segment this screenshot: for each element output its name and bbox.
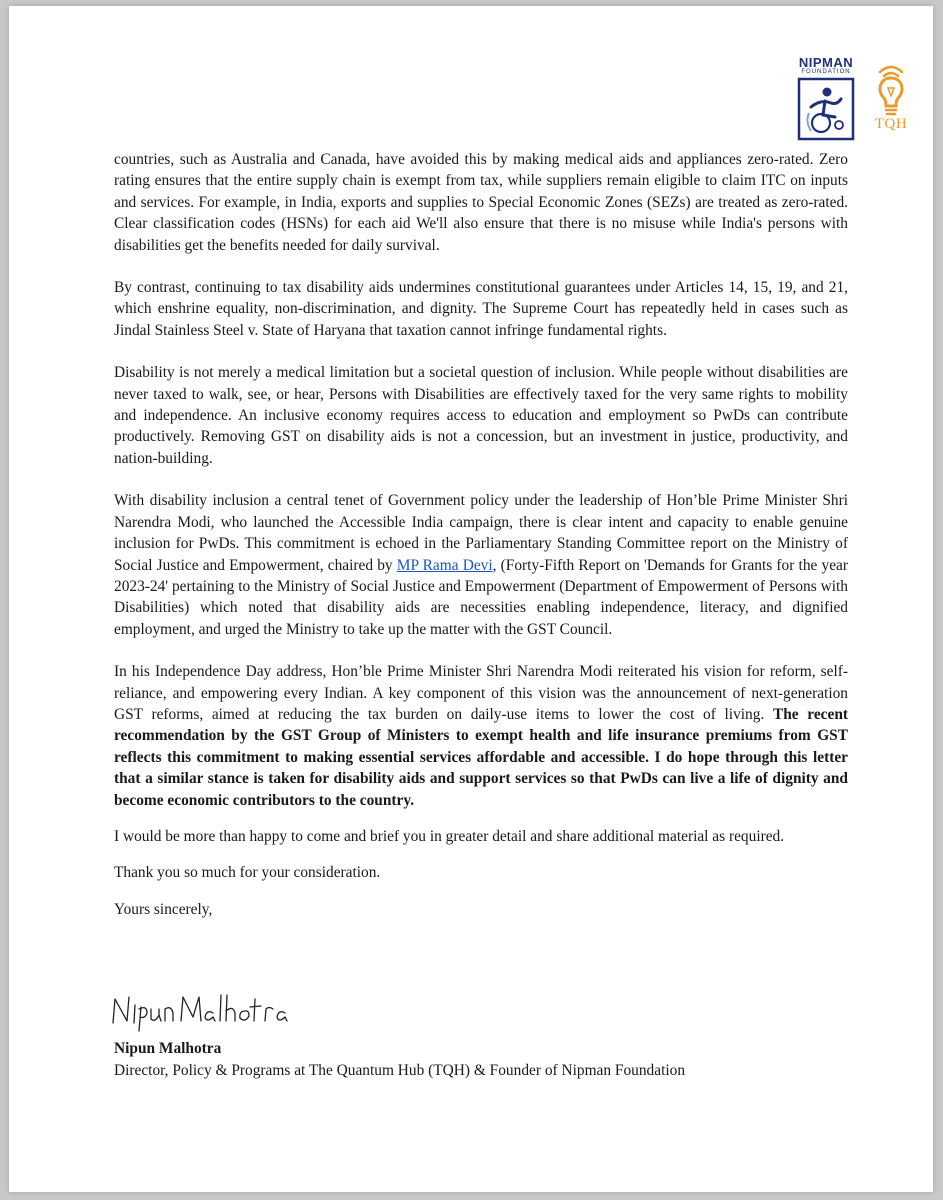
paragraph-inclusion: Disability is not merely a medical limitation but a societal question of inclusion. While people without disabilities are never taxed to walk, see, or hear, Persons with Disabilities are effectively taxed for the very same rights to mobility and independence. An inclusive economy requires access to education and employment so PwDs can contribute productively. Removing GST on disability aids is not a concession, but an investment in justice, productivity, and nation-building. <box>114 364 848 467</box>
paragraph-thanks: Thank you so much for your consideration. <box>114 864 381 882</box>
nipman-foundation-logo <box>793 56 859 141</box>
paragraph-government-policy <box>114 490 848 640</box>
nipman-logo-subtitle: FOUNDATION <box>801 69 851 75</box>
wheelchair-athlete-icon <box>797 77 855 141</box>
independence-text: In his Independence Day address, Hon’ble Prime Minister Shri Narendra Modi reiterated his vision for reform, self-reliance, and empowering every Indian. A key component of this vision was the announcement of next-generation GST reforms, aimed at reducing the tax burden on daily-use items to lower the cost of living. <box>114 663 848 723</box>
letterhead-logos <box>9 56 933 146</box>
gst-recommendation-bold: The recent recommendation by the GST Group of Ministers to exempt health and life insurance premiums from GST reflects this commitment to making essential services affordable and accessible. I do hope through this letter that a similar stance is taken for disability aids and support services so that PwDs can live a life of dignity and become economic contributors to the country. <box>114 705 848 809</box>
paragraph-zero-rating: countries, such as Australia and Canada, have avoided this by making medical aids and appliances zero-rated. Zero rating ensures that the entire supply chain is exempt from tax, while suppliers remain eligible to claim ITC on inputs and services. For example, in India, exports and supplies to Special Economic Zones (SEZs) are treated as zero-rated. Clear classification codes (HSNs) for each aid We'll also ensure that there is no misuse while India's persons with disabilities get the benefits needed for daily survival. <box>114 151 848 254</box>
mp-rama-devi-link[interactable]: MP Rama Devi <box>396 556 493 574</box>
paragraph-independence-day <box>114 661 848 811</box>
signer-name: Nipun Malhotra <box>114 1040 222 1057</box>
policy-text-start: With disability inclusion a central tenet of Government policy under the leadership of Hon’ble Prime Minister Shri Narendra Modi, who launched the Accessible India campaign, there is clear intent and capacity to enable genuine inclusion for PwDs. This commitment is echoed in the Parliamentary Standing Committee report on the Ministry of Social Justice and Empowerment, chaired by <box>114 492 848 574</box>
paragraph-constitutional: By contrast, continuing to tax disability aids undermines constitutional guarantees under Articles 14, 15, 19, and 21, which enshrine equality, non-discrimination, and dignity. The Supreme Court has repeatedly held in cases such as Jindal Stainless Steel v. State of Haryana that taxation cannot infringe fundamental rights. <box>114 279 848 339</box>
tqh-logo <box>866 58 916 133</box>
tqh-logo-name: TQH <box>874 116 908 132</box>
paragraph-brief-offer: I would be more than happy to come and brief you in greater detail and share additional material as required. <box>114 827 785 845</box>
nipman-logo-name: NIPMAN <box>798 55 854 70</box>
handwritten-signature <box>109 991 299 1033</box>
signer-title: Director, Policy & Programs at The Quantum Hub (TQH) & Founder of Nipman Foundation <box>114 1062 686 1079</box>
letter-body <box>114 149 848 920</box>
letter-page <box>9 6 933 1192</box>
closing: Yours sincerely, <box>114 900 213 918</box>
lightbulb-icon <box>866 58 916 118</box>
policy-text-end: , (Forty-Fifth Report on 'Demands for Grants for the year 2023-24' pertaining to the Ministry of Social Justice and Empowerment (Department of Empowerment of Persons with Disabilities) which noted that disability aids are necessities enabling independence, literacy, and dignified employment, and urged the Ministry to take up the matter with the GST Council. <box>114 556 849 638</box>
